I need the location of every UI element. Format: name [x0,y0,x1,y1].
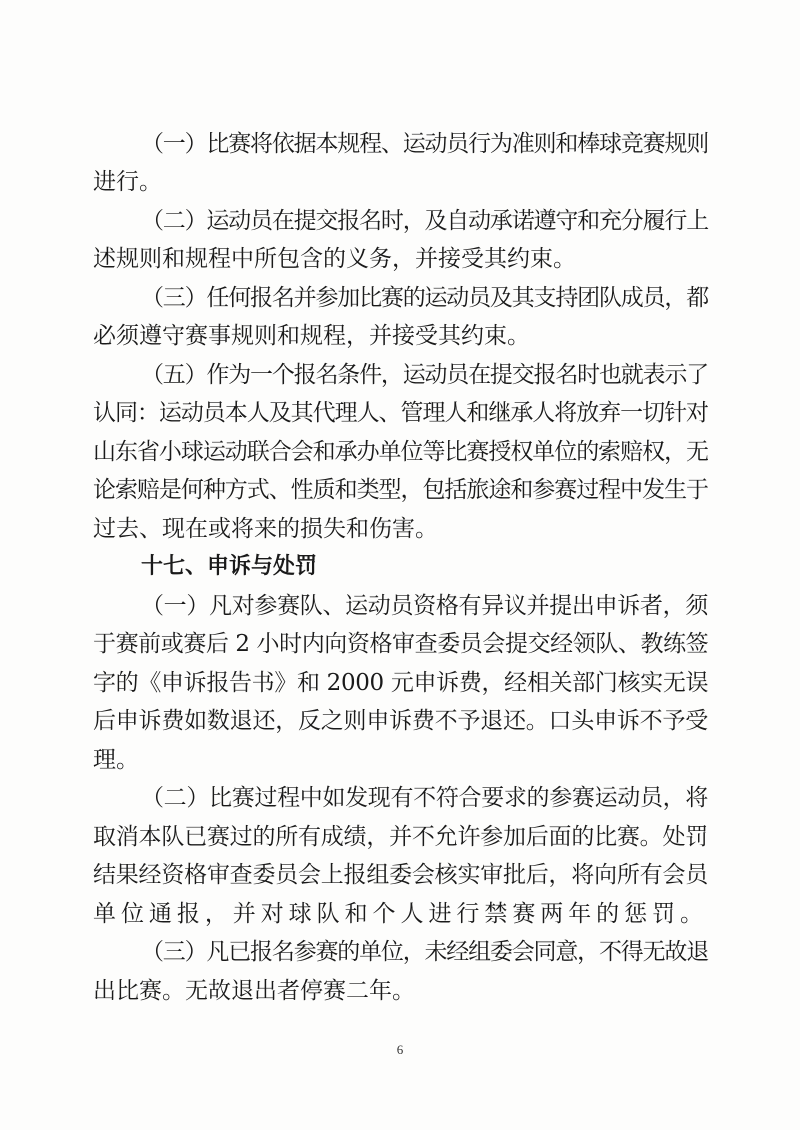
text-line: （二）运动员在提交报名时，及自动承诺遵守和充分履行上 [141,208,708,234]
section-heading: 十七、申诉与处罚 [141,554,318,579]
text-line: 字的《申诉报告书》和 2000 元申诉费，经相关部门核实无误 [93,670,709,696]
text-line: 取消本队已赛过的所有成绩，并不允许参加后面的比赛。处罚 [93,824,709,850]
text-line: 过去、现在或将来的损失和伤害。 [93,516,438,542]
text-line: 山东省小球运动联合会和承办单位等比赛授权单位的索赔权，无 [93,439,709,465]
text-line: 论索赔是何种方式、性质和类型，包括旅途和参赛过程中发生于 [93,477,709,503]
text-line: 后申诉费如数退还，反之则申诉费不予退还。口头申诉不予受 [93,708,709,734]
text-line: 进行。 [93,169,162,195]
text-line: 理。 [93,747,139,773]
text-line: 认同：运动员本人及其代理人、管理人和继承人将放弃一切针对 [93,400,709,426]
text-line: 于赛前或赛后 2 小时内向资格审查委员会提交经领队、教练签 [93,631,709,657]
text-line: 必须遵守赛事规则和规程，并接受其约束。 [93,323,530,349]
text-line: 单位通报，并对球队和个人进行禁赛两年的惩罚。 [93,901,708,927]
page-number: 6 [396,1042,404,1057]
text-line: 出比赛。无故退出者停赛二年。 [93,978,415,1004]
text-line: （一）比赛将依据本规程、运动员行为准则和棒球竞赛规则 [141,131,708,157]
text-line: （三）凡已报名参赛的单位，未经组委会同意，不得无故退 [141,939,708,965]
text-line: 述规则和规程中所包含的义务，并接受其约束。 [93,246,576,272]
text-line: （三）任何报名并参加比赛的运动员及其支持团队成员，都 [141,285,708,311]
text-line: （二）比赛过程中如发现有不符合要求的参赛运动员，将 [141,785,709,811]
text-line: （一）凡对参赛队、运动员资格有异议并提出申诉者，须 [141,593,709,619]
text-line: 结果经资格审查委员会上报组委会核实审批后，将向所有会员 [93,862,709,888]
text-line: （五）作为一个报名条件，运动员在提交报名时也就表示了 [141,362,708,388]
